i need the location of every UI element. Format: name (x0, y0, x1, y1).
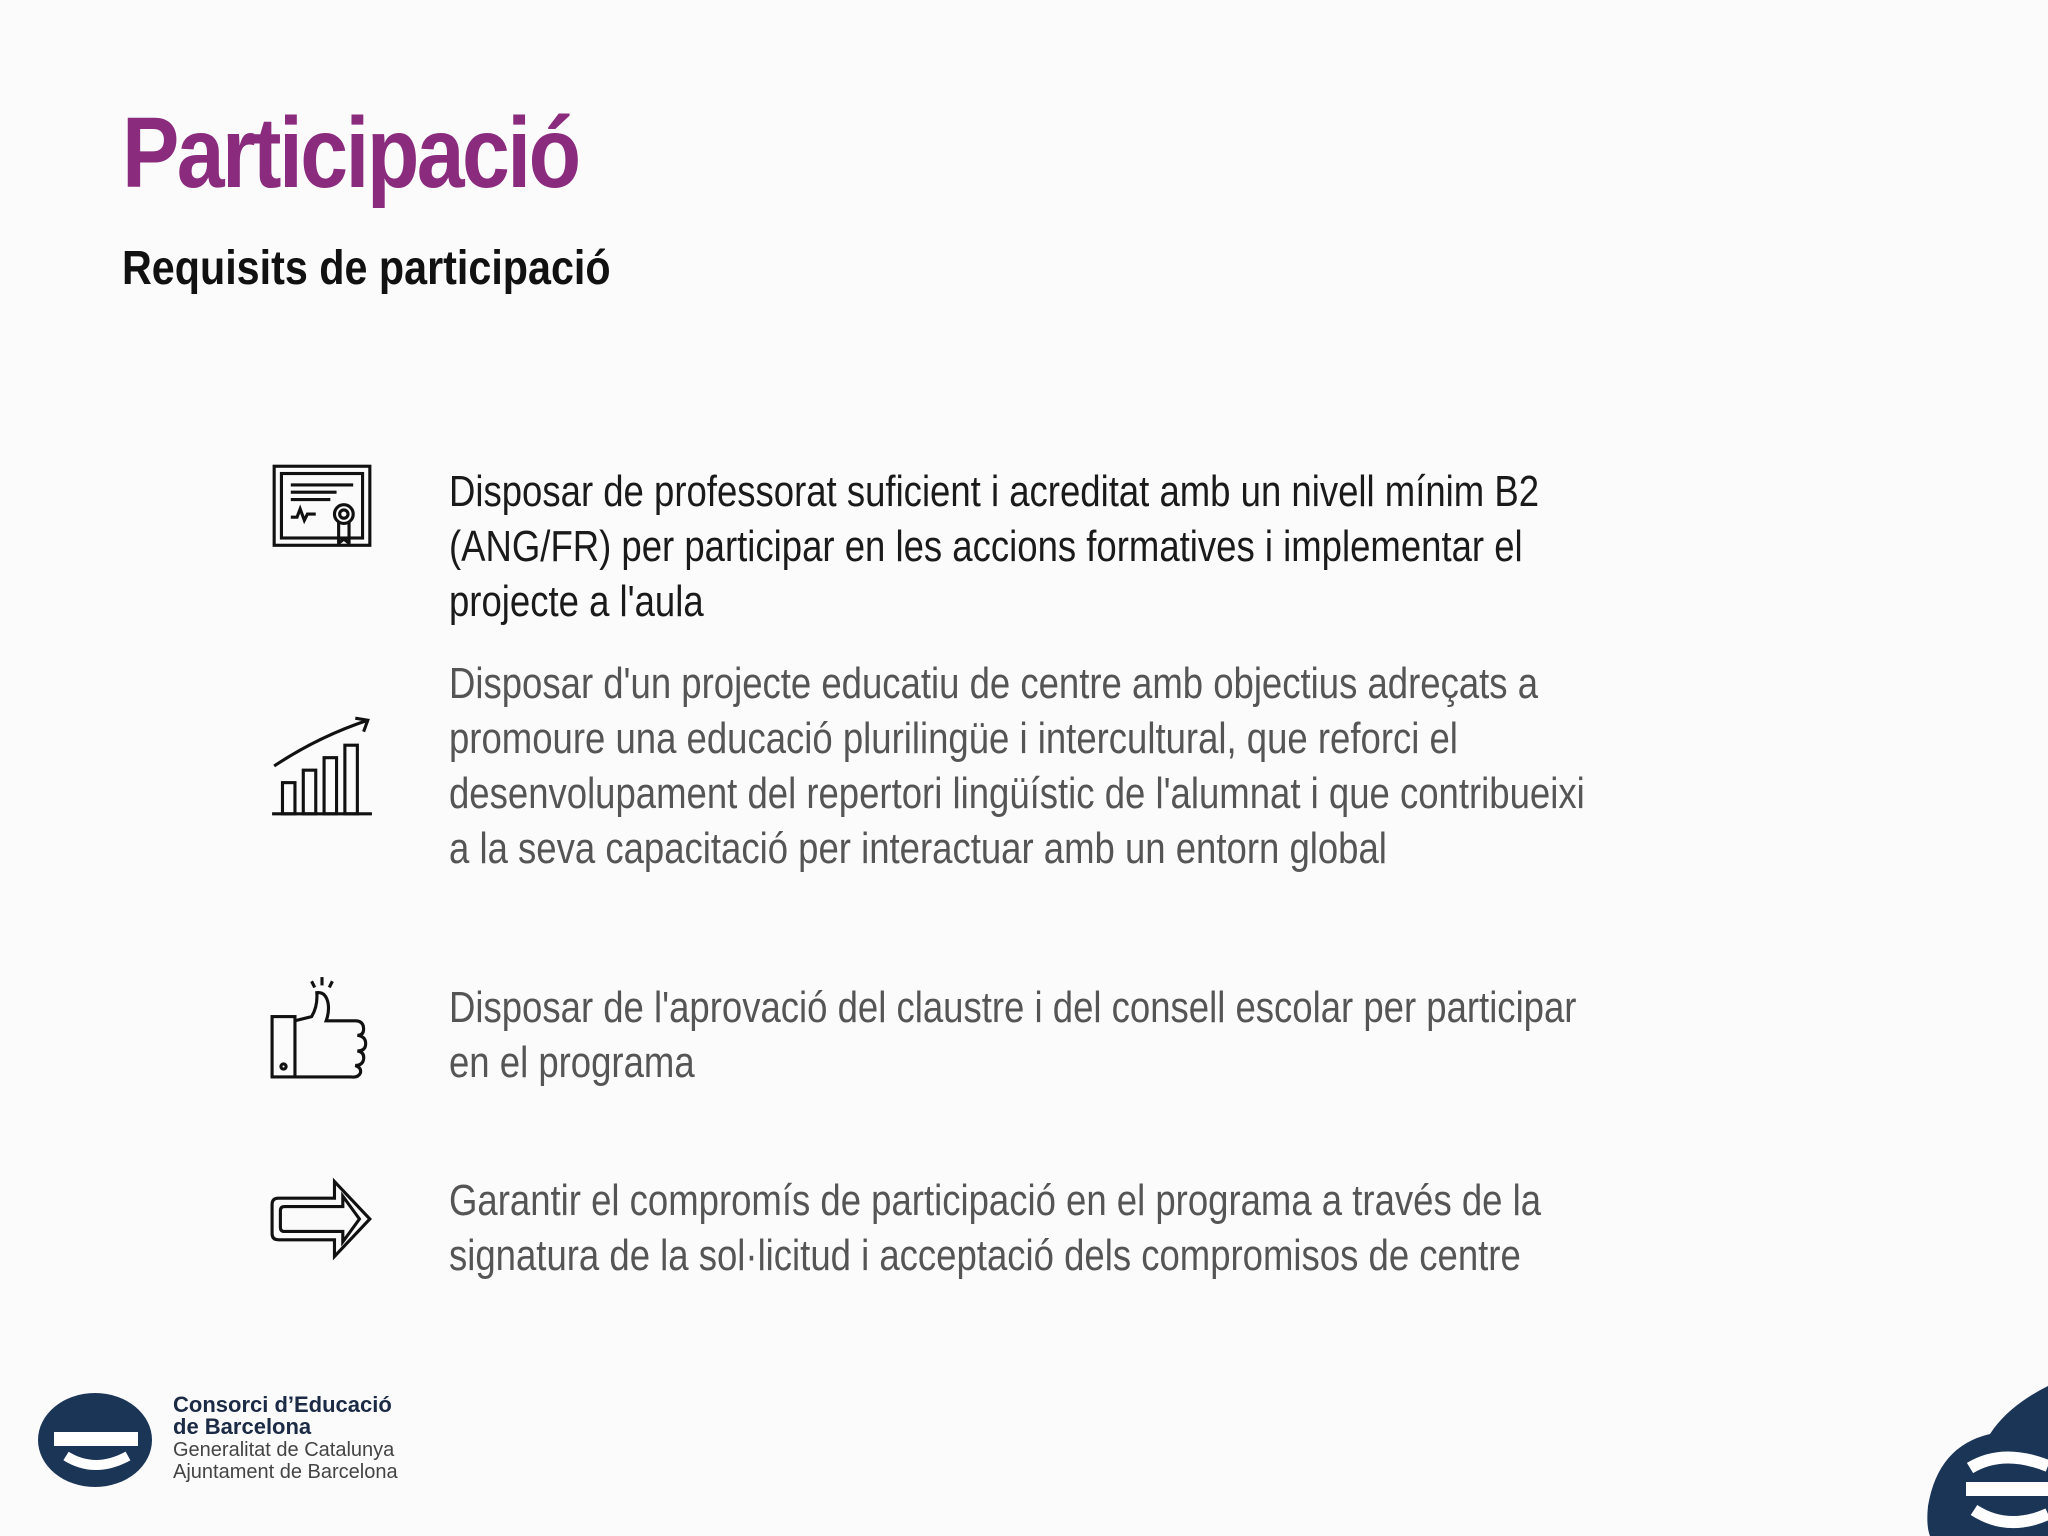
logo-subtitle: Generalitat de Catalunya Ajuntament de Barcelona (173, 1439, 398, 1483)
page-title: Participació (122, 97, 579, 209)
corner-logo-icon (1908, 1386, 2048, 1536)
requirement-text-1: Disposar de professorat suficient i acreditat amb un nivell mínim B2 (ANG/FR) per participar en les accions formatives i implementar el projecte a l'aula (449, 467, 1540, 626)
thumbs-up-icon (270, 975, 374, 1079)
logo-name: Consorci d’Educació de Barcelona (173, 1392, 392, 1439)
consorci-logo-mark-icon (36, 1390, 154, 1490)
page-subtitle: Requisits de participació (122, 242, 611, 295)
arrow-right-icon (270, 1167, 374, 1271)
requirement-text-2: Disposar d'un projecte educatiu de centre amb objectius adreçats a promoure una educació plurilingüe i intercultural, que reforci el desenvolupament del repertori lingüístic de l'alumnat i que contribueixi a la seva capacitació per interactuar amb un entorn global (449, 659, 1585, 873)
requirement-text-4: Garantir el compromís de participació en el programa a través de la signatura de la sol·licitud i acceptació dels compromisos de centre (449, 1176, 1542, 1280)
requirement-text-3: Disposar de l'aprovació del claustre i del consell escolar per participar en el programa (449, 983, 1577, 1087)
certificate-icon (270, 460, 374, 564)
growth-chart-icon (270, 714, 374, 818)
consorci-logo (36, 1390, 466, 1490)
